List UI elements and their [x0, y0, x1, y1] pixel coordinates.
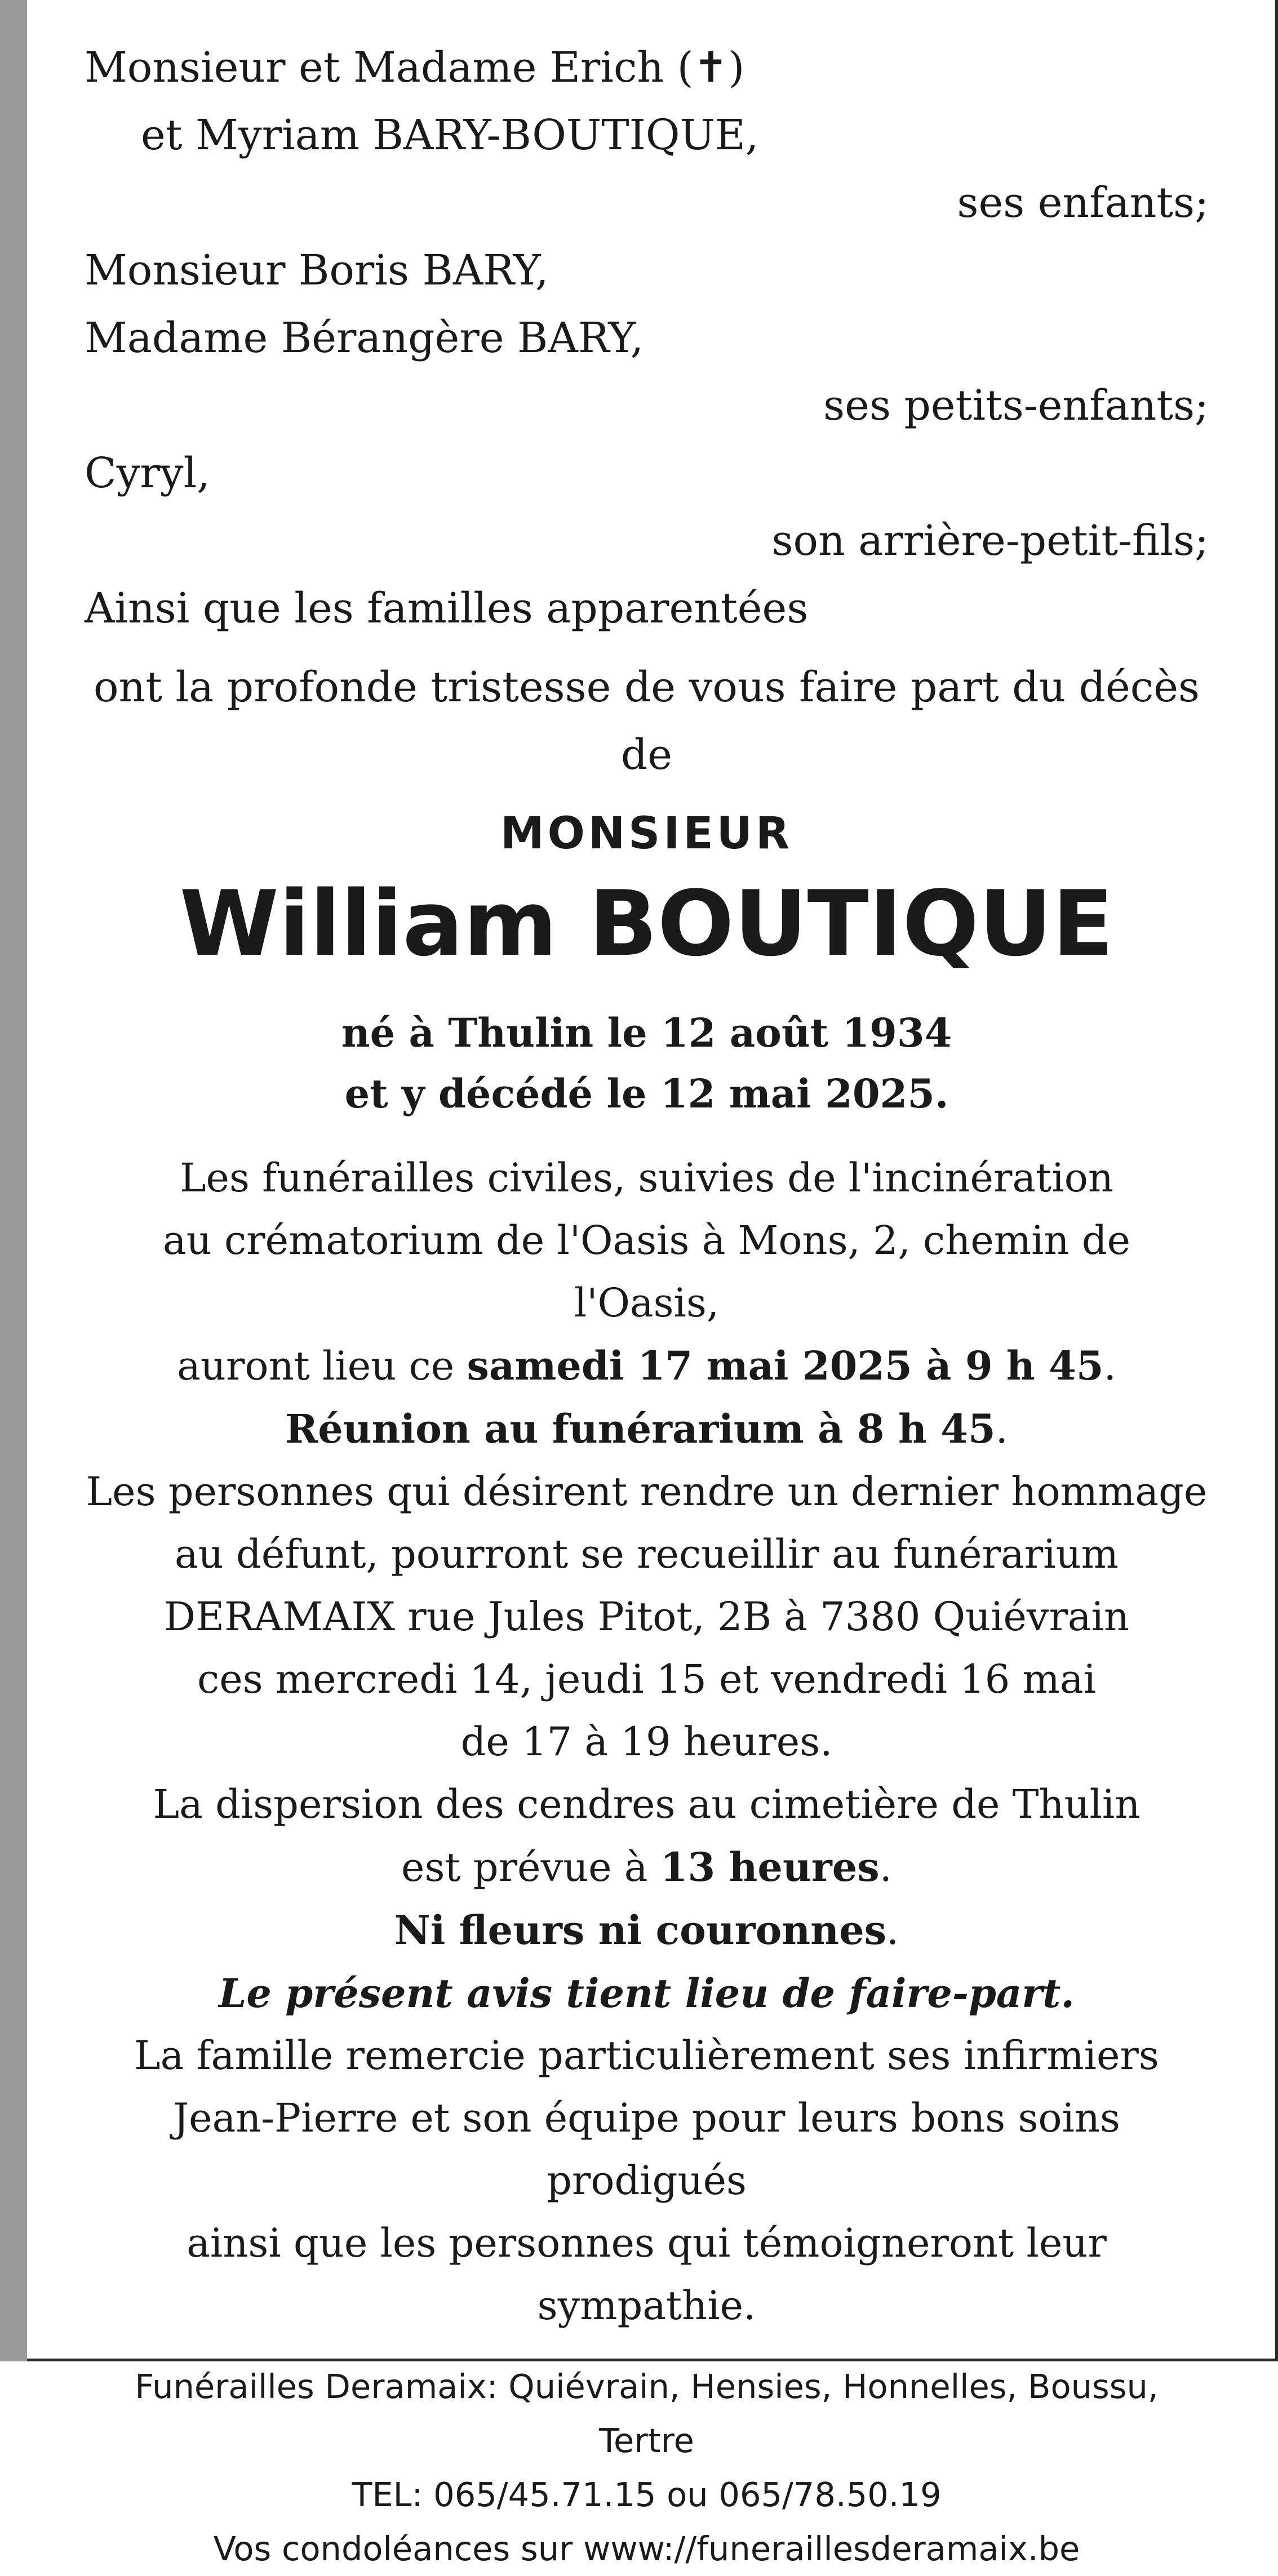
funeral-line-1: Les funérailles civiles, suivies de l'incinération: [180, 1155, 1113, 1201]
viewing-line-1: Les personnes qui désirent rendre un dernier hommage: [86, 1469, 1208, 1515]
notice-statement: Le présent avis tient lieu de faire-part.: [219, 1970, 1075, 2017]
thanks-line-1: La famille remercie particulièrement ses infirmiers: [134, 2032, 1159, 2079]
ashes-details: [85, 1773, 1209, 2025]
viewing-line-4: ces mercredi 14, jeudi 15 et vendredi 16 mai: [197, 1656, 1096, 1702]
right-border: [1275, 0, 1278, 2361]
viewing-line-2: au défunt, pourront se recueillir au funérarium: [174, 1531, 1119, 1577]
thanks-section: [85, 2025, 1209, 2337]
family-role-children: ses enfants;: [957, 179, 1209, 227]
announcement-text: ont la profonde tristesse de vous faire part du décès de: [93, 663, 1200, 779]
obituary-content: [85, 34, 1209, 2576]
family-line-4: Monsieur Boris BARY,: [85, 246, 549, 295]
viewing-line-5: de 17 à 19 heures.: [460, 1719, 833, 1765]
viewing-line-3: DERAMAIX rue Jules Pitot, 2B à 7380 Quiévrain: [163, 1594, 1130, 1640]
family-list: [85, 34, 1209, 642]
funeral-line-3: auront lieu ce samedi 17 mai 2025 à 9 h 45.: [177, 1342, 1116, 1389]
ashes-time: 13 heures: [660, 1844, 880, 1890]
family-line-1: Monsieur et Madame Erich (✝): [85, 43, 745, 92]
deceased-title: MONSIEUR: [500, 808, 793, 859]
family-line-5: Madame Bérangère BARY,: [85, 314, 644, 362]
family-role-great-grandchild: son arrière-petit-fils;: [771, 517, 1209, 565]
ashes-line-2: est prévue à 13 heures.: [401, 1844, 892, 1890]
footer-website[interactable]: Vos condoléances sur www://funeraillesderamaix.be: [213, 2529, 1080, 2568]
family-role-grandchildren: ses petits-enfants;: [823, 381, 1209, 430]
funeral-date-time: samedi 17 mai 2025 à 9 h 45: [467, 1342, 1104, 1389]
birth-line: né à Thulin le 12 août 1934: [341, 1009, 952, 1056]
funeral-home-footer: [85, 2360, 1209, 2576]
no-flowers-line: Ni fleurs ni couronnes.: [394, 1907, 899, 1954]
funeral-details: [85, 1147, 1209, 1461]
family-line-9: Ainsi que les familles apparentées: [85, 584, 809, 633]
cross-icon: ✝: [693, 43, 729, 92]
thanks-line-3: ainsi que les personnes qui témoigneront leur sympathie.: [187, 2220, 1107, 2329]
viewing-details: [85, 1461, 1209, 1773]
thanks-line-2: Jean-Pierre et son équipe pour leurs bons soins prodigués: [173, 2095, 1120, 2204]
deceased-dates: [85, 1003, 1209, 1124]
ashes-line-1: La dispersion des cendres au cimetière de Thulin: [153, 1781, 1141, 1827]
left-margin-bar: [0, 0, 27, 2361]
funeral-line-2: au crématorium de l'Oasis à Mons, 2, chemin de l'Oasis,: [162, 1217, 1131, 1326]
family-line-2: et Myriam BARY-BOUTIQUE,: [141, 111, 759, 159]
family-line-7: Cyryl,: [85, 449, 210, 497]
footer-locations: Funérailles Deramaix: Quiévrain, Hensies, Honnelles, Boussu, Tertre: [135, 2367, 1159, 2460]
funeral-line-4: Réunion au funérarium à 8 h 45.: [285, 1405, 1008, 1452]
deceased-name: William BOUTIQUE: [179, 871, 1114, 976]
death-line: et y décédé le 12 mai 2025.: [344, 1070, 949, 1117]
gathering-time: Réunion au funérarium à 8 h 45: [285, 1405, 996, 1452]
footer-phone: TEL: 065/45.71.15 ou 065/78.50.19: [352, 2475, 942, 2514]
